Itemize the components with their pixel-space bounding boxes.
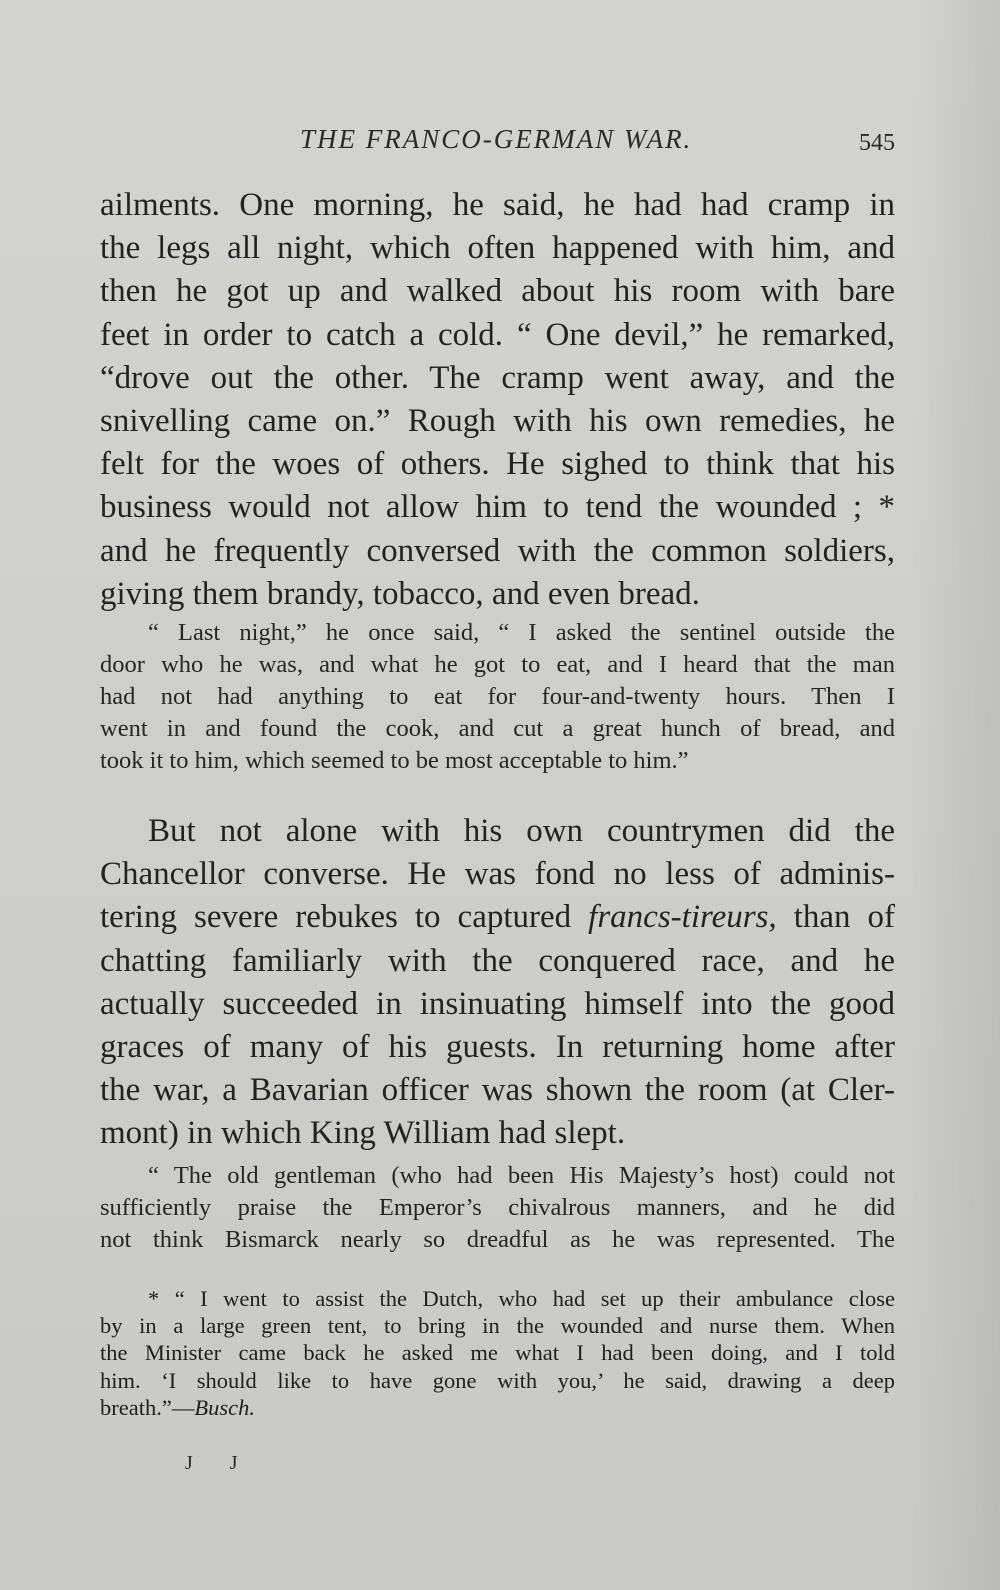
text-line: the legs all night, which often happened with him, and	[100, 230, 895, 267]
paragraph-1	[100, 184, 895, 616]
text-line: “drove out the other. The cramp went away, and the	[100, 359, 895, 396]
footnote	[100, 1285, 895, 1421]
text-line: actually succeeded in insinuating himself into the good	[100, 985, 895, 1022]
text-line: ailments. One morning, he said, he had had cramp in	[100, 187, 895, 223]
quote-line: went in and found the cook, and cut a great hunch of bread, and	[100, 715, 895, 742]
text-fragment: than of	[793, 899, 896, 936]
text-line: snivelling came on.” Rough with his own remedies, he	[100, 403, 895, 440]
text-line	[100, 896, 895, 939]
quote-line: “ The old gentleman (who had been His Majesty’s host) could not	[148, 1162, 895, 1189]
footnote-line	[100, 1394, 895, 1421]
footnote-attribution: Busch.	[194, 1394, 255, 1420]
running-title: THE FRANCO-GERMAN WAR.	[300, 124, 693, 154]
text-line: then he got up and walked about his room with bare	[100, 273, 895, 310]
italic-term: francs-tireurs,	[588, 899, 777, 936]
quote-line: took it to him, which seemed to be most acceptable to him.”	[100, 747, 689, 774]
text-line: mont) in which King William had slept.	[100, 1115, 626, 1152]
quote-line: “ Last night,” he once said, “ I asked the sentinel outside the	[148, 619, 895, 646]
text-line: feet in order to catch a cold. “ One devil,” he remarked,	[100, 316, 895, 353]
quote-line: sufficiently praise the Emperor’s chivalrous manners, and he did	[100, 1194, 895, 1221]
quote-line: not think Bismarck nearly so dreadful as he was represented. The	[100, 1226, 895, 1253]
footnote-line: by in a large green tent, to bring in the wounded and nurse them. When	[100, 1313, 895, 1339]
text-line: But not alone with his own countrymen did the	[148, 813, 895, 849]
block-quote-1	[100, 617, 895, 777]
footnote-text: breath.”—	[100, 1394, 195, 1420]
quote-line: door who he was, and what he got to eat, and I heard that the man	[100, 651, 895, 678]
text-fragment: tering severe rebukes to captured	[100, 899, 589, 936]
text-line: the war, a Bavarian officer was shown the room (at Cler-	[100, 1072, 895, 1109]
text-line: business would not allow him to tend the wounded ; *	[100, 489, 895, 526]
text-line: chatting familiarly with the conquered race, and he	[100, 942, 895, 979]
page-header	[100, 118, 895, 158]
text-line: giving them brandy, tobacco, and even bread.	[100, 575, 700, 612]
footnote-line: the Minister came back he asked me what I had been doing, and I told	[100, 1340, 895, 1366]
paragraph-2	[100, 810, 895, 1156]
text-line: felt for the woes of others. He sighed to think that his	[100, 446, 895, 483]
text-line: and he frequently conversed with the common soldiers,	[100, 532, 895, 569]
footnote-line: * “ I went to assist the Dutch, who had set up their ambulance close	[148, 1286, 895, 1311]
text-line: graces of many of his guests. In returning home after	[100, 1029, 895, 1066]
signature-mark: J J	[185, 1452, 254, 1474]
page-number: 545	[859, 130, 895, 156]
text-line: Chancellor converse. He was fond no less of adminis-	[100, 856, 895, 893]
quote-line: had not had anything to eat for four-and-twenty hours. Then I	[100, 683, 895, 710]
block-quote-2	[100, 1160, 895, 1256]
footnote-line: him. ‘I should like to have gone with you,’ he said, drawing a deep	[100, 1367, 895, 1393]
